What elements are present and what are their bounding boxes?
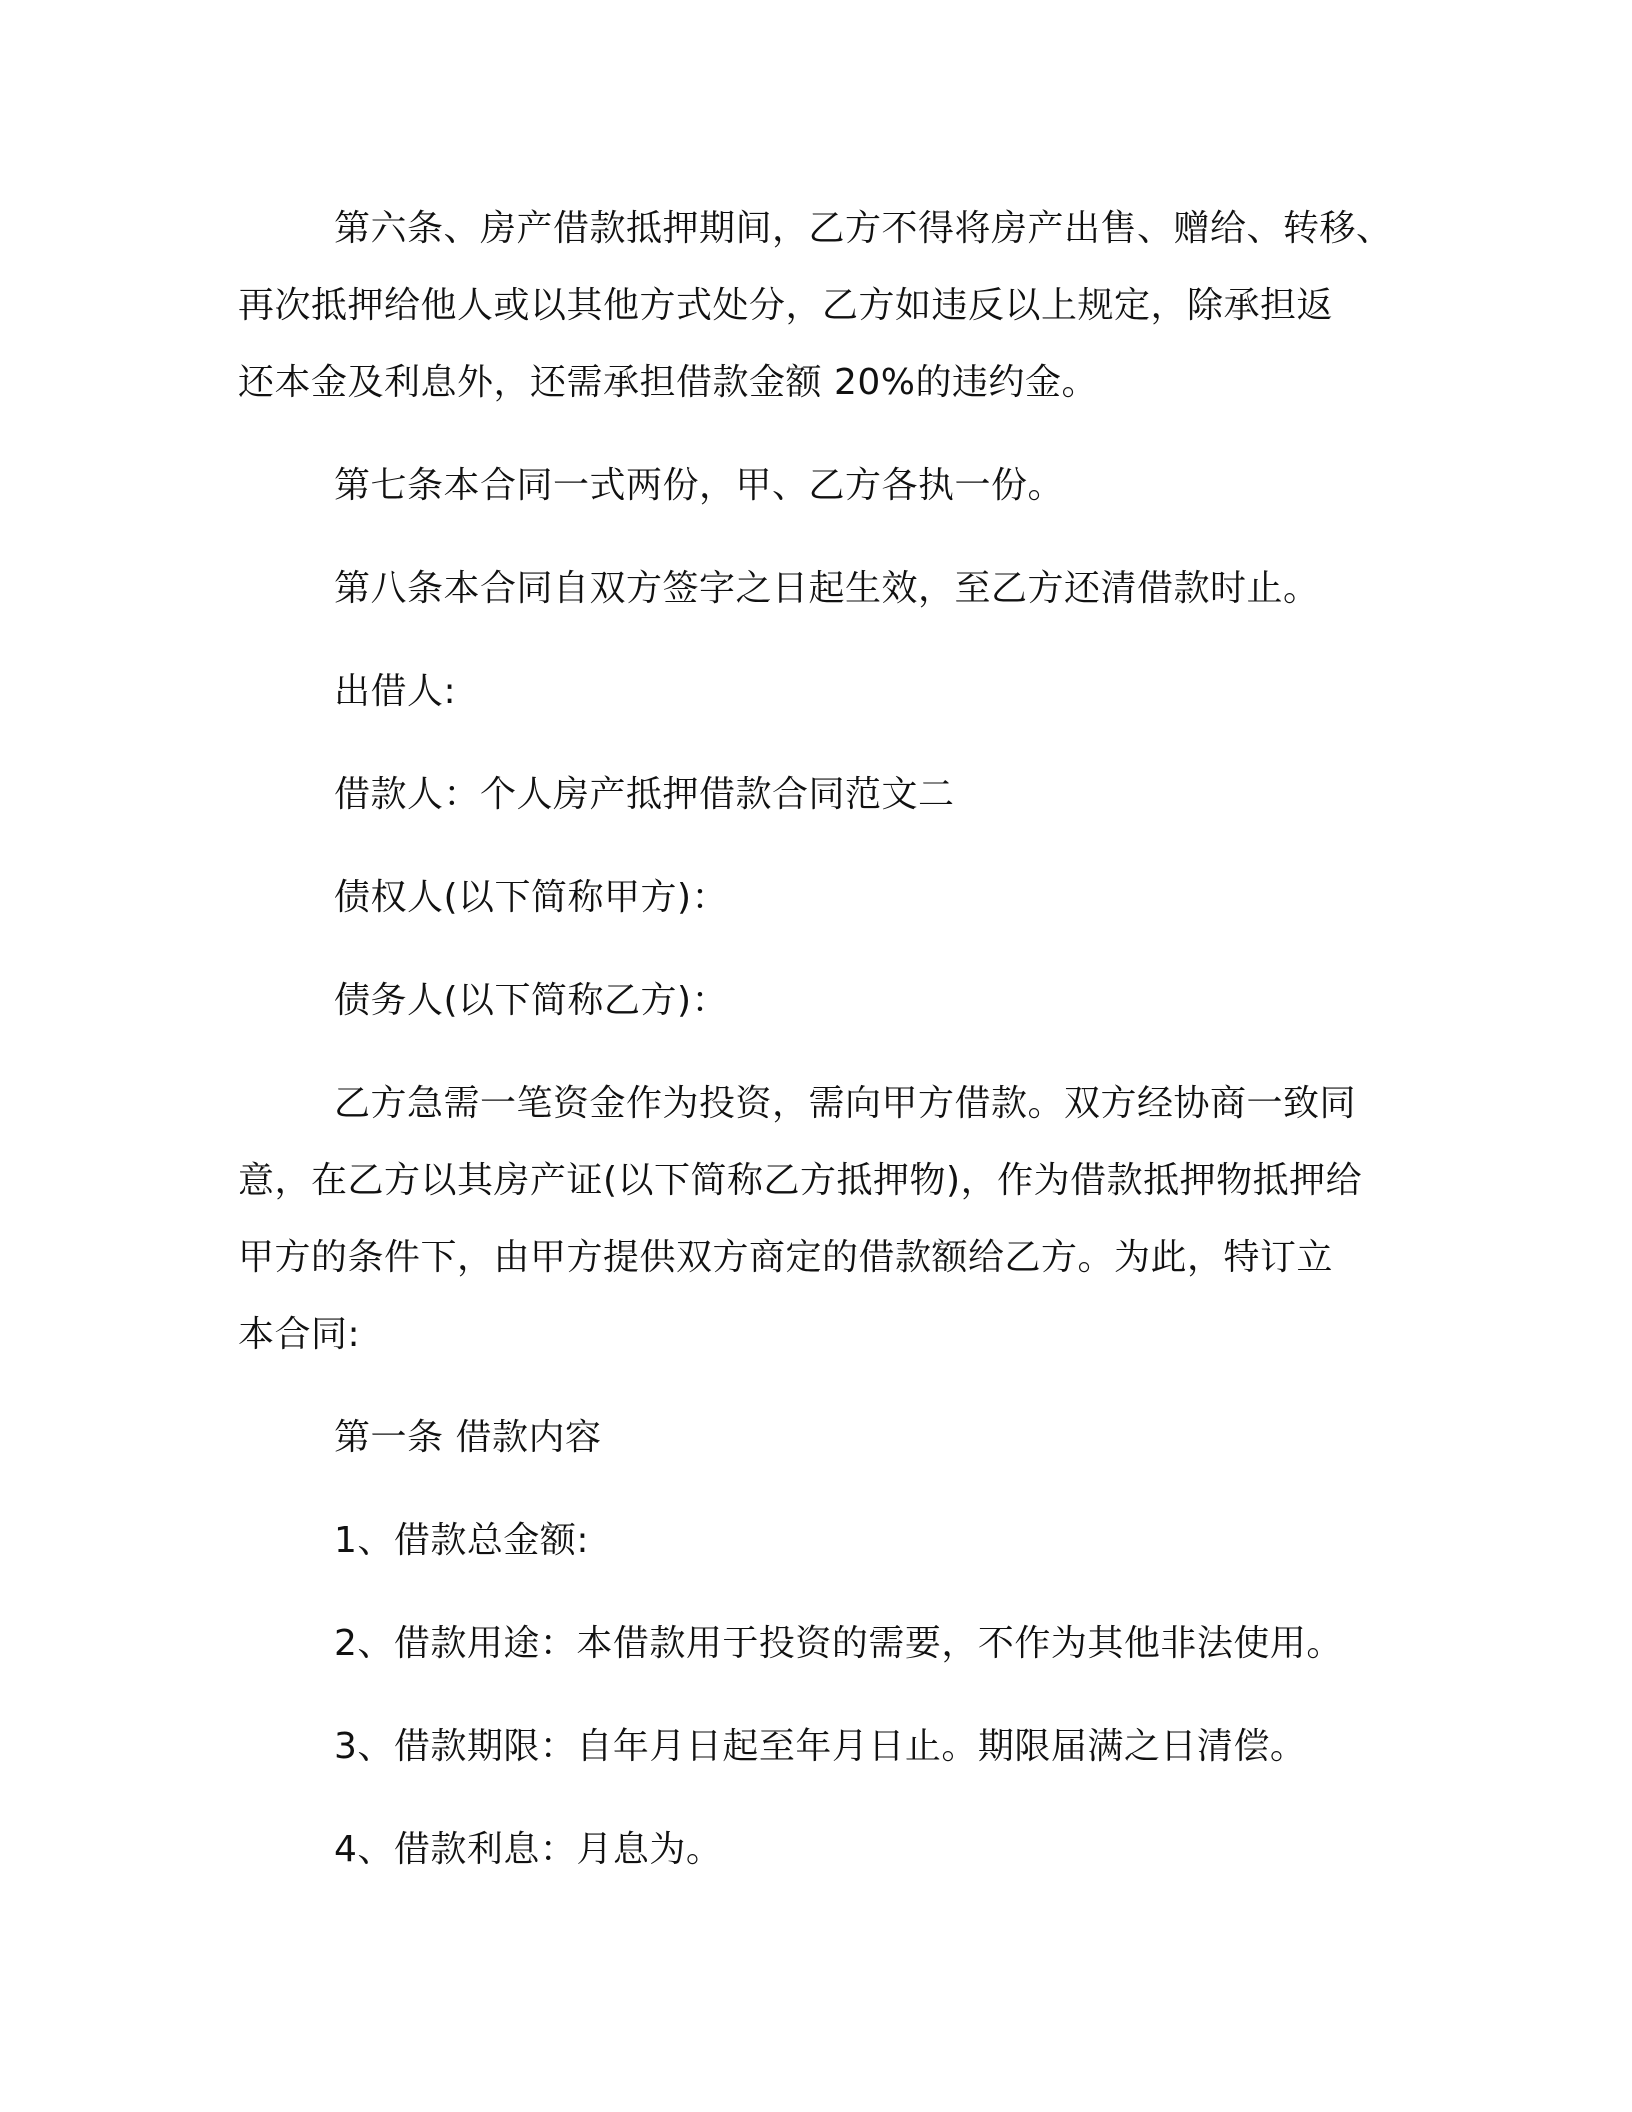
creditor-label: 债权人(以下简称甲方)：	[334, 877, 729, 918]
article-6-paragraph	[238, 190, 1398, 421]
preamble-line-3: 甲方的条件下，由甲方提供双方商定的借款额给乙方。为此，特订立	[238, 1237, 1334, 1278]
article-6-line-2: 再次抵押给他人或以其他方式处分，乙方如违反以上规定，除承担返	[238, 285, 1334, 326]
preamble-line-2: 意，在乙方以其房产证(以下简称乙方抵押物)，作为借款抵押物抵押给	[238, 1160, 1363, 1201]
article-8-paragraph: 第八条本合同自双方签字之日起生效，至乙方还清借款时止。	[334, 568, 1320, 609]
article-6-line-1: 第六条、房产借款抵押期间，乙方不得将房产出售、赠给、转移、	[334, 208, 1393, 249]
preamble-paragraph	[238, 1065, 1398, 1373]
list-item: 4、借款利息：月息为。	[334, 1829, 723, 1870]
preamble-line-4: 本合同:	[238, 1314, 361, 1355]
preamble-line-1: 乙方急需一笔资金作为投资，需向甲方借款。双方经协商一致同	[334, 1083, 1357, 1124]
list-item: 3、借款期限：自年月日起至年月日止。期限届满之日清偿。	[334, 1726, 1307, 1767]
lender-label: 出借人:	[334, 671, 457, 712]
list-item: 1、借款总金额:	[334, 1520, 590, 1561]
borrower-label: 借款人：个人房产抵押借款合同范文二	[334, 774, 955, 815]
list-item: 2、借款用途：本借款用于投资的需要，不作为其他非法使用。	[334, 1623, 1343, 1664]
debtor-label: 债务人(以下简称乙方)：	[334, 980, 729, 1021]
document-body	[238, 190, 1398, 1888]
article-6-line-3: 还本金及利息外，还需承担借款金额 20%的违约金。	[238, 362, 1098, 403]
article-7-paragraph: 第七条本合同一式两份，甲、乙方各执一份。	[334, 465, 1065, 506]
article-1-title: 第一条 借款内容	[334, 1417, 602, 1458]
